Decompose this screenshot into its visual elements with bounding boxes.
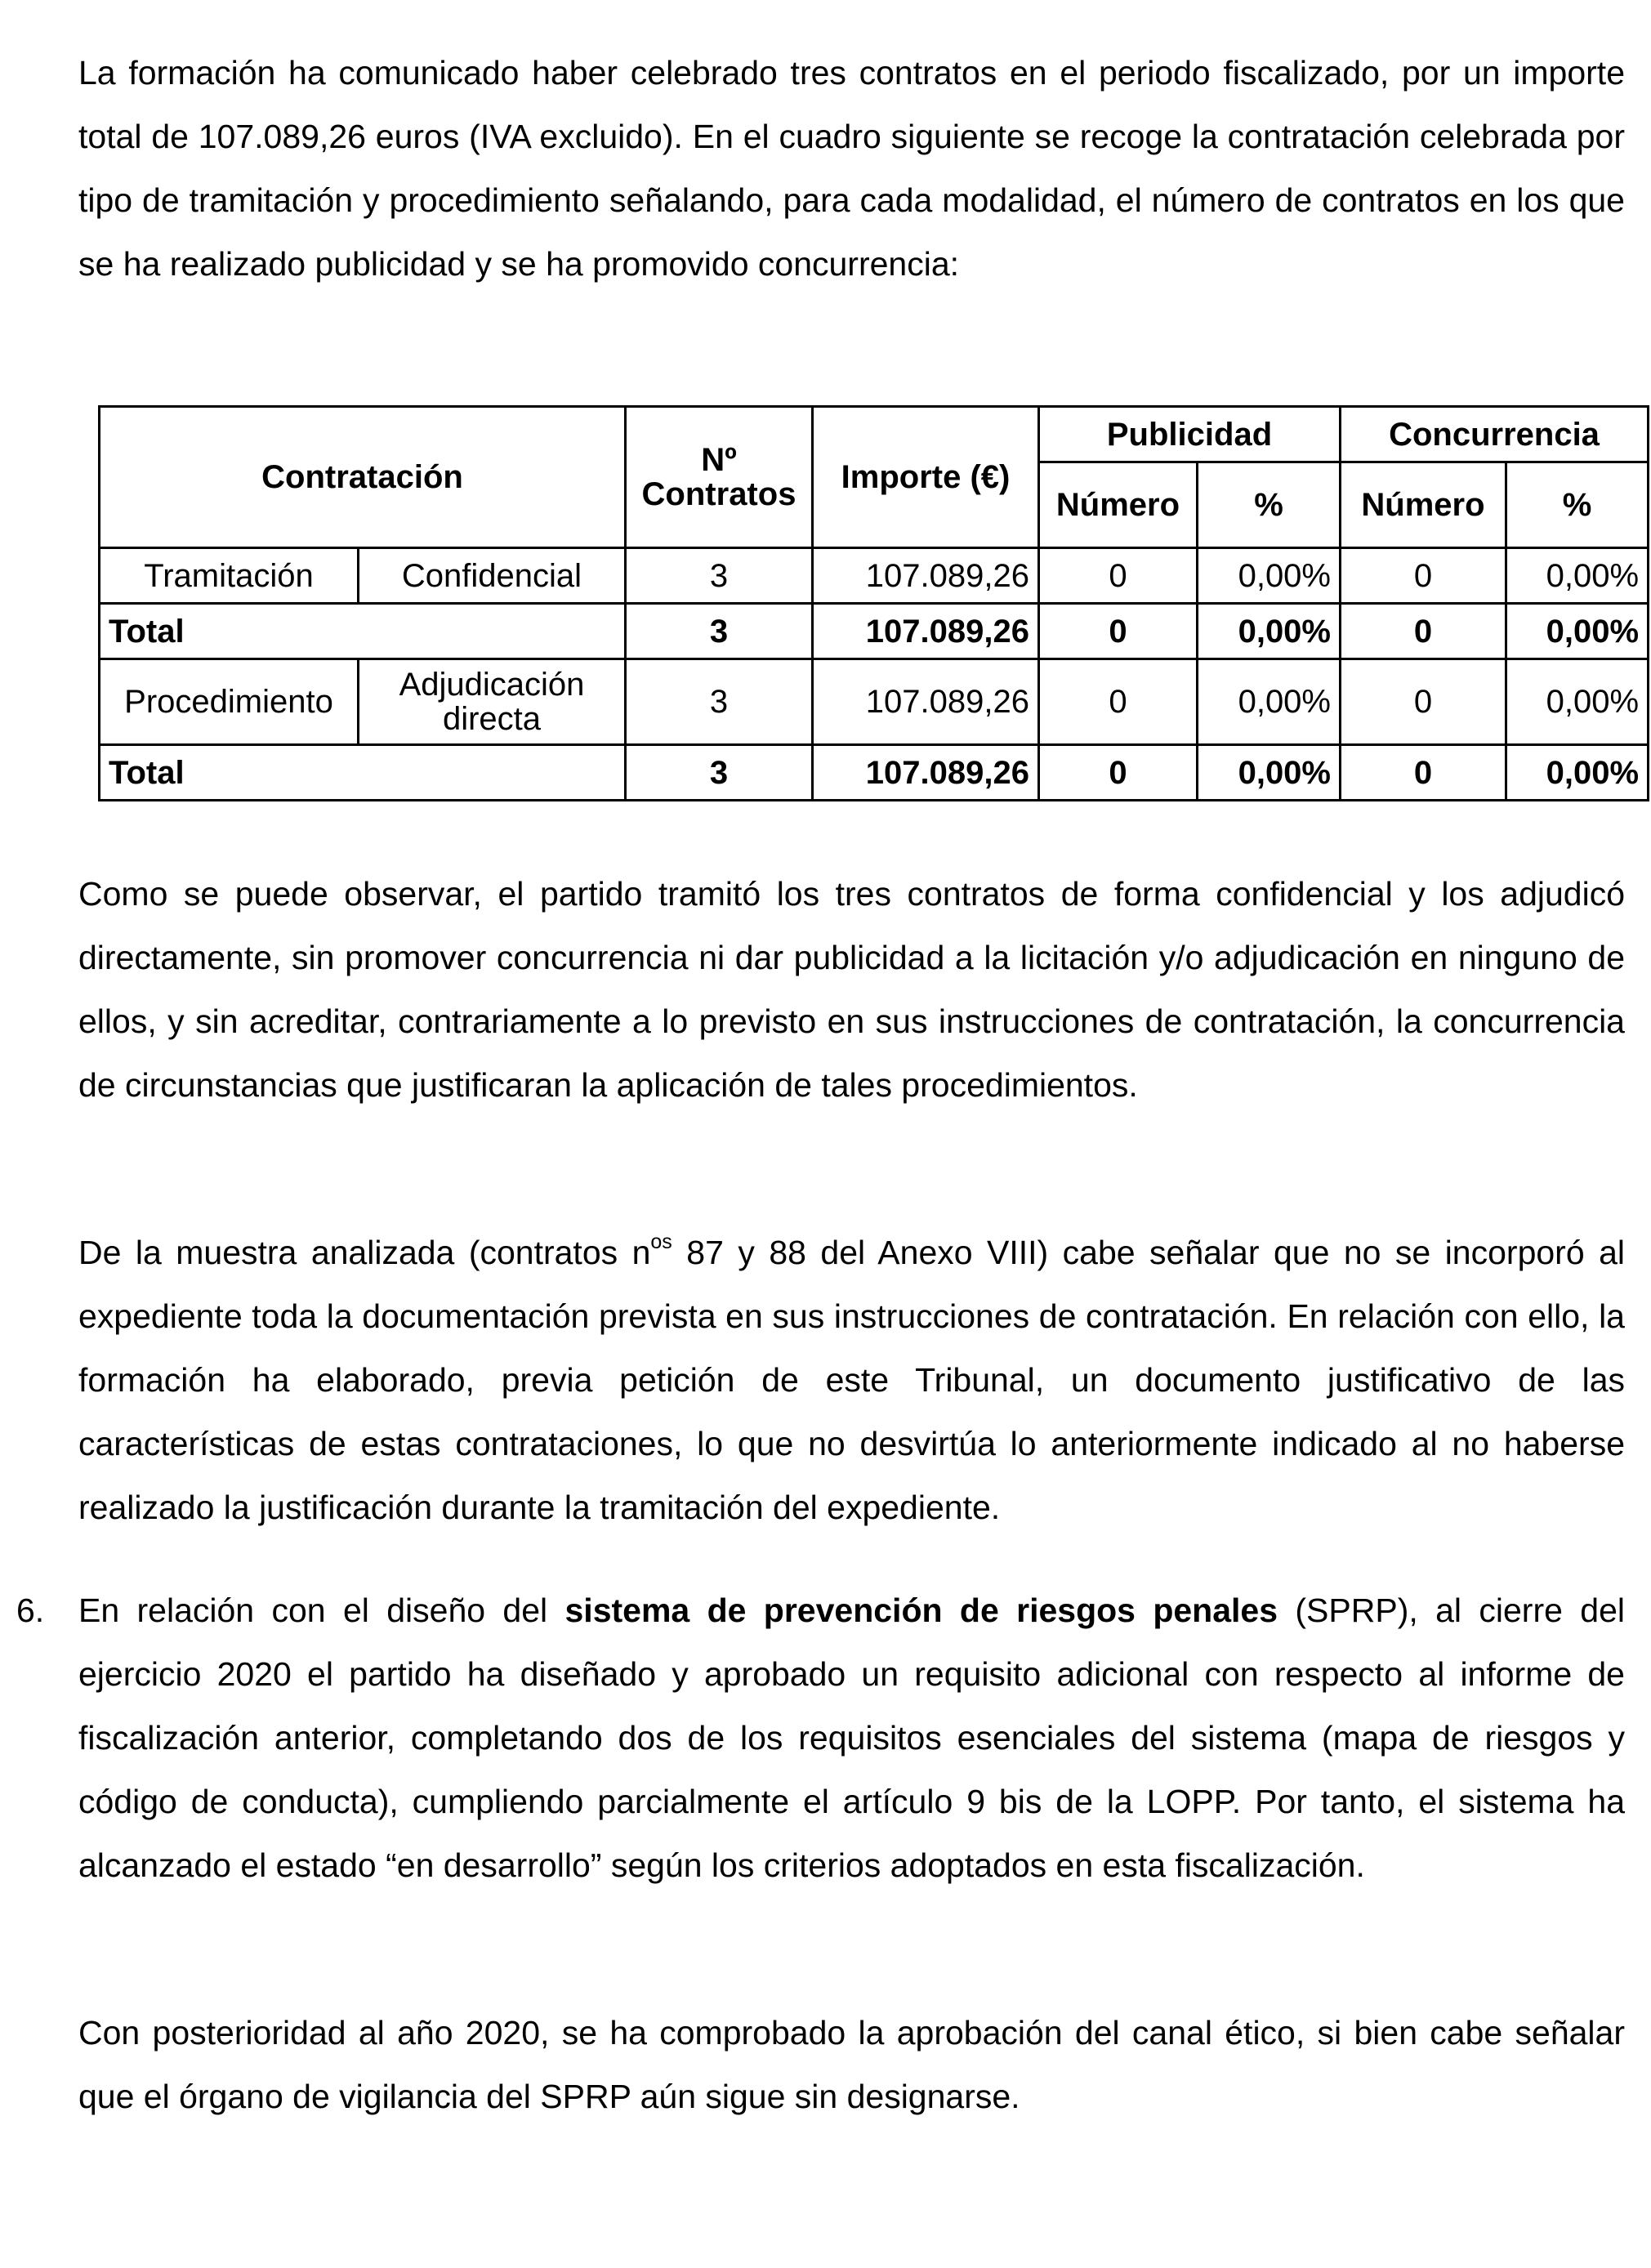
cell-conc-pct: 0,00%	[1506, 745, 1649, 801]
paragraph-observar: Como se puede observar, el partido tramitó los tres contratos de forma confidencial y los adjudicó directamente, sin promover concurrencia ni dar publicidad a la licitación y/o adjudicación en ninguno de ellos, y sin acreditar, contrariamente a lo previsto en sus instrucciones de contratación, la concurrencia de circunstancias que justificaran la aplicación de tales procedimientos.	[78, 875, 1625, 1104]
paragraph-muestra	[78, 1221, 1625, 1539]
cell-conc-numero: 0	[1341, 745, 1506, 801]
cell-pub-numero: 0	[1039, 548, 1198, 604]
item6-text-part1: En relación con el diseño del	[78, 1592, 565, 1629]
cell-pub-numero: 0	[1039, 659, 1198, 745]
item6-bold-text: sistema de prevención de riesgos penales	[564, 1592, 1278, 1629]
cell-pub-pct: 0,00%	[1198, 659, 1341, 745]
cell-conc-numero: 0	[1341, 548, 1506, 604]
total-row	[100, 745, 1649, 801]
cell-type: Adjudicación directa	[359, 659, 626, 745]
cell-pub-numero: 0	[1039, 604, 1198, 659]
cell-pub-numero: 0	[1039, 745, 1198, 801]
cell-category: Procedimiento	[100, 659, 359, 745]
muestra-text-part1: De la muestra analizada (contratos n	[78, 1234, 651, 1271]
cell-n-contratos: 3	[626, 659, 813, 745]
cell-pub-pct: 0,00%	[1198, 548, 1341, 604]
header-conc-pct: %	[1506, 462, 1649, 548]
table-row	[100, 548, 1649, 604]
header-pub-numero: Número	[1039, 462, 1198, 548]
cell-total-label: Total	[100, 604, 626, 659]
cell-conc-numero: 0	[1341, 604, 1506, 659]
cell-importe: 107.089,26	[813, 604, 1039, 659]
item-number: 6.	[16, 1592, 45, 1629]
paragraph-item6	[78, 1578, 1625, 1897]
cell-conc-pct: 0,00%	[1506, 604, 1649, 659]
cell-type: Confidencial	[359, 548, 626, 604]
cell-total-label: Total	[100, 745, 626, 801]
header-concurrencia: Concurrencia	[1341, 407, 1649, 462]
table-row	[100, 659, 1649, 745]
header-importe: Importe (€)	[813, 407, 1039, 548]
intro-paragraph: La formación ha comunicado haber celebrado tres contratos en el periodo fiscalizado, por un importe total de 107.089,26 euros (IVA excluido). En el cuadro siguiente se recoge la contratación celebrada por tipo de tramitación y procedimiento señalando, para cada modalidad, el número de contratos en los que se ha realizado publicidad y se ha promovido concurrencia:	[78, 54, 1625, 283]
muestra-superscript: os	[650, 1230, 672, 1254]
cell-importe: 107.089,26	[813, 548, 1039, 604]
cell-conc-numero: 0	[1341, 659, 1506, 745]
cell-n-contratos: 3	[626, 604, 813, 659]
cell-conc-pct: 0,00%	[1506, 548, 1649, 604]
cell-category: Tramitación	[100, 548, 359, 604]
header-pub-pct: %	[1198, 462, 1341, 548]
cell-n-contratos: 3	[626, 548, 813, 604]
cell-n-contratos: 3	[626, 745, 813, 801]
cell-importe: 107.089,26	[813, 659, 1039, 745]
cell-conc-pct: 0,00%	[1506, 659, 1649, 745]
muestra-text-part2: 87 y 88 del Anexo VIII) cabe señalar que no se incorporó al expediente toda la documentación prevista en sus instrucciones de contratación. En relación con ello, la formación ha elaborado, previa petición de este Tribunal, un documento justificativo de las características de estas contrataciones, lo que no desvirtúa lo anteriormente indicado al no haberse realizado la justificación durante la tramitación del expediente.	[78, 1234, 1626, 1526]
header-publicidad: Publicidad	[1039, 407, 1341, 462]
total-row	[100, 604, 1649, 659]
header-n-contratos: Nº Contratos	[626, 407, 813, 548]
paragraph-posterioridad: Con posterioridad al año 2020, se ha comprobado la aprobación del canal ético, si bien cabe señalar que el órgano de vigilancia del SPRP aún sigue sin designarse.	[78, 2014, 1625, 2115]
item6-text-part2: (SPRP), al cierre del ejercicio 2020 el partido ha diseñado y aprobado un requisito adicional con respecto al informe de fiscalización anterior, completando dos de los requisitos esenciales del sistema (mapa de riesgos y código de conducta), cumpliendo parcialmente el artículo 9 bis de la LOPP. Por tanto, el sistema ha alcanzado el estado “en desarrollo” según los criterios adoptados en esta fiscalización.	[78, 1592, 1626, 1884]
contratacion-table	[98, 405, 1649, 801]
header-contratacion: Contratación	[100, 407, 626, 548]
cell-importe: 107.089,26	[813, 745, 1039, 801]
header-conc-numero: Número	[1341, 462, 1506, 548]
header-row-top	[100, 407, 1649, 462]
cell-pub-pct: 0,00%	[1198, 745, 1341, 801]
cell-pub-pct: 0,00%	[1198, 604, 1341, 659]
